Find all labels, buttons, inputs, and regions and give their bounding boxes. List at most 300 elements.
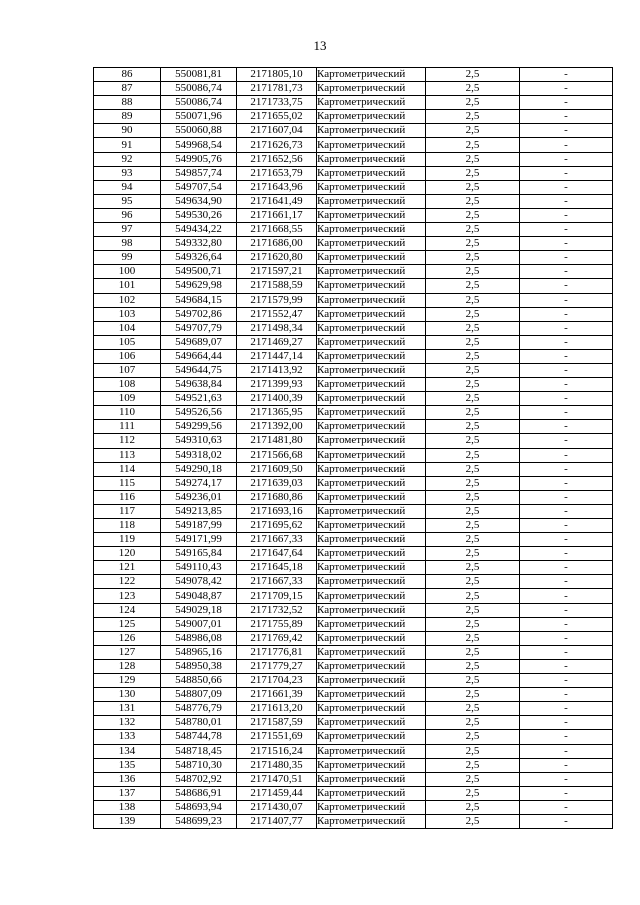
table-row bbox=[94, 814, 613, 828]
point-number-cell: 114 bbox=[94, 462, 161, 476]
note-cell: - bbox=[520, 434, 613, 448]
x-coordinate-cell: 549048,87 bbox=[161, 589, 237, 603]
x-coordinate-cell: 549332,80 bbox=[161, 237, 237, 251]
note-cell: - bbox=[520, 321, 613, 335]
x-coordinate-cell: 549689,07 bbox=[161, 335, 237, 349]
y-coordinate-cell: 2171597,21 bbox=[237, 265, 317, 279]
table-row bbox=[94, 152, 613, 166]
y-coordinate-cell: 2171365,95 bbox=[237, 406, 317, 420]
y-coordinate-cell: 2171609,50 bbox=[237, 462, 317, 476]
note-cell: - bbox=[520, 476, 613, 490]
method-cell: Картометрический bbox=[317, 208, 426, 222]
x-coordinate-cell: 548744,78 bbox=[161, 730, 237, 744]
table-row bbox=[94, 758, 613, 772]
accuracy-cell: 2,5 bbox=[426, 533, 520, 547]
table-row bbox=[94, 772, 613, 786]
table-row bbox=[94, 786, 613, 800]
method-cell: Картометрический bbox=[317, 772, 426, 786]
note-cell: - bbox=[520, 124, 613, 138]
y-coordinate-cell: 2171805,10 bbox=[237, 68, 317, 82]
accuracy-cell: 2,5 bbox=[426, 237, 520, 251]
table-row bbox=[94, 448, 613, 462]
note-cell: - bbox=[520, 589, 613, 603]
x-coordinate-cell: 548686,91 bbox=[161, 786, 237, 800]
accuracy-cell: 2,5 bbox=[426, 659, 520, 673]
point-number-cell: 89 bbox=[94, 110, 161, 124]
point-number-cell: 117 bbox=[94, 504, 161, 518]
y-coordinate-cell: 2171626,73 bbox=[237, 138, 317, 152]
point-number-cell: 100 bbox=[94, 265, 161, 279]
note-cell: - bbox=[520, 392, 613, 406]
y-coordinate-cell: 2171769,42 bbox=[237, 631, 317, 645]
note-cell: - bbox=[520, 674, 613, 688]
note-cell: - bbox=[520, 702, 613, 716]
method-cell: Картометрический bbox=[317, 392, 426, 406]
point-number-cell: 124 bbox=[94, 603, 161, 617]
table-row bbox=[94, 533, 613, 547]
accuracy-cell: 2,5 bbox=[426, 307, 520, 321]
method-cell: Картометрический bbox=[317, 659, 426, 673]
point-number-cell: 125 bbox=[94, 617, 161, 631]
table-row bbox=[94, 490, 613, 504]
accuracy-cell: 2,5 bbox=[426, 631, 520, 645]
y-coordinate-cell: 2171481,80 bbox=[237, 434, 317, 448]
note-cell: - bbox=[520, 786, 613, 800]
x-coordinate-cell: 548693,94 bbox=[161, 800, 237, 814]
x-coordinate-cell: 548718,45 bbox=[161, 744, 237, 758]
point-number-cell: 126 bbox=[94, 631, 161, 645]
y-coordinate-cell: 2171655,02 bbox=[237, 110, 317, 124]
note-cell: - bbox=[520, 363, 613, 377]
note-cell: - bbox=[520, 730, 613, 744]
x-coordinate-cell: 548965,16 bbox=[161, 645, 237, 659]
method-cell: Картометрический bbox=[317, 631, 426, 645]
y-coordinate-cell: 2171639,03 bbox=[237, 476, 317, 490]
accuracy-cell: 2,5 bbox=[426, 688, 520, 702]
method-cell: Картометрический bbox=[317, 716, 426, 730]
y-coordinate-cell: 2171643,96 bbox=[237, 180, 317, 194]
y-coordinate-cell: 2171480,35 bbox=[237, 758, 317, 772]
y-coordinate-cell: 2171470,51 bbox=[237, 772, 317, 786]
table-row bbox=[94, 96, 613, 110]
point-number-cell: 133 bbox=[94, 730, 161, 744]
accuracy-cell: 2,5 bbox=[426, 716, 520, 730]
x-coordinate-cell: 549521,63 bbox=[161, 392, 237, 406]
y-coordinate-cell: 2171709,15 bbox=[237, 589, 317, 603]
accuracy-cell: 2,5 bbox=[426, 575, 520, 589]
point-number-cell: 134 bbox=[94, 744, 161, 758]
method-cell: Картометрический bbox=[317, 786, 426, 800]
point-number-cell: 135 bbox=[94, 758, 161, 772]
note-cell: - bbox=[520, 68, 613, 82]
method-cell: Картометрический bbox=[317, 96, 426, 110]
y-coordinate-cell: 2171641,49 bbox=[237, 194, 317, 208]
accuracy-cell: 2,5 bbox=[426, 349, 520, 363]
method-cell: Картометрический bbox=[317, 490, 426, 504]
table-row bbox=[94, 589, 613, 603]
y-coordinate-cell: 2171400,39 bbox=[237, 392, 317, 406]
method-cell: Картометрический bbox=[317, 758, 426, 772]
accuracy-cell: 2,5 bbox=[426, 462, 520, 476]
x-coordinate-cell: 549187,99 bbox=[161, 519, 237, 533]
note-cell: - bbox=[520, 744, 613, 758]
y-coordinate-cell: 2171732,52 bbox=[237, 603, 317, 617]
point-number-cell: 127 bbox=[94, 645, 161, 659]
x-coordinate-cell: 549110,43 bbox=[161, 561, 237, 575]
note-cell: - bbox=[520, 110, 613, 124]
table-row bbox=[94, 744, 613, 758]
method-cell: Картометрический bbox=[317, 265, 426, 279]
method-cell: Картометрический bbox=[317, 279, 426, 293]
method-cell: Картометрический bbox=[317, 462, 426, 476]
y-coordinate-cell: 2171645,18 bbox=[237, 561, 317, 575]
x-coordinate-cell: 549310,63 bbox=[161, 434, 237, 448]
page-number: 13 bbox=[313, 38, 327, 53]
y-coordinate-cell: 2171668,55 bbox=[237, 223, 317, 237]
note-cell: - bbox=[520, 96, 613, 110]
accuracy-cell: 2,5 bbox=[426, 194, 520, 208]
x-coordinate-cell: 549236,01 bbox=[161, 490, 237, 504]
method-cell: Картометрический bbox=[317, 547, 426, 561]
table-row bbox=[94, 82, 613, 96]
point-number-cell: 131 bbox=[94, 702, 161, 716]
method-cell: Картометрический bbox=[317, 533, 426, 547]
note-cell: - bbox=[520, 307, 613, 321]
table-row bbox=[94, 476, 613, 490]
note-cell: - bbox=[520, 547, 613, 561]
method-cell: Картометрический bbox=[317, 603, 426, 617]
y-coordinate-cell: 2171392,00 bbox=[237, 420, 317, 434]
table-row bbox=[94, 208, 613, 222]
point-number-cell: 99 bbox=[94, 251, 161, 265]
accuracy-cell: 2,5 bbox=[426, 617, 520, 631]
point-number-cell: 115 bbox=[94, 476, 161, 490]
x-coordinate-cell: 549644,75 bbox=[161, 363, 237, 377]
note-cell: - bbox=[520, 166, 613, 180]
accuracy-cell: 2,5 bbox=[426, 208, 520, 222]
point-number-cell: 98 bbox=[94, 237, 161, 251]
method-cell: Картометрический bbox=[317, 335, 426, 349]
accuracy-cell: 2,5 bbox=[426, 744, 520, 758]
table-row bbox=[94, 378, 613, 392]
method-cell: Картометрический bbox=[317, 814, 426, 828]
method-cell: Картометрический bbox=[317, 68, 426, 82]
y-coordinate-cell: 2171695,62 bbox=[237, 519, 317, 533]
table-row bbox=[94, 363, 613, 377]
point-number-cell: 113 bbox=[94, 448, 161, 462]
method-cell: Картометрический bbox=[317, 744, 426, 758]
point-number-cell: 87 bbox=[94, 82, 161, 96]
point-number-cell: 138 bbox=[94, 800, 161, 814]
x-coordinate-cell: 549707,79 bbox=[161, 321, 237, 335]
method-cell: Картометрический bbox=[317, 674, 426, 688]
note-cell: - bbox=[520, 631, 613, 645]
accuracy-cell: 2,5 bbox=[426, 603, 520, 617]
table-row bbox=[94, 688, 613, 702]
accuracy-cell: 2,5 bbox=[426, 265, 520, 279]
x-coordinate-cell: 550081,81 bbox=[161, 68, 237, 82]
note-cell: - bbox=[520, 800, 613, 814]
x-coordinate-cell: 549857,74 bbox=[161, 166, 237, 180]
accuracy-cell: 2,5 bbox=[426, 547, 520, 561]
accuracy-cell: 2,5 bbox=[426, 814, 520, 828]
table-row bbox=[94, 645, 613, 659]
method-cell: Картометрический bbox=[317, 645, 426, 659]
x-coordinate-cell: 549274,17 bbox=[161, 476, 237, 490]
x-coordinate-cell: 549629,98 bbox=[161, 279, 237, 293]
accuracy-cell: 2,5 bbox=[426, 96, 520, 110]
note-cell: - bbox=[520, 448, 613, 462]
table-row bbox=[94, 547, 613, 561]
method-cell: Картометрический bbox=[317, 349, 426, 363]
note-cell: - bbox=[520, 349, 613, 363]
accuracy-cell: 2,5 bbox=[426, 392, 520, 406]
note-cell: - bbox=[520, 152, 613, 166]
point-number-cell: 137 bbox=[94, 786, 161, 800]
y-coordinate-cell: 2171661,17 bbox=[237, 208, 317, 222]
x-coordinate-cell: 549171,99 bbox=[161, 533, 237, 547]
note-cell: - bbox=[520, 688, 613, 702]
note-cell: - bbox=[520, 279, 613, 293]
accuracy-cell: 2,5 bbox=[426, 293, 520, 307]
point-number-cell: 111 bbox=[94, 420, 161, 434]
y-coordinate-cell: 2171733,75 bbox=[237, 96, 317, 110]
note-cell: - bbox=[520, 194, 613, 208]
x-coordinate-cell: 550071,96 bbox=[161, 110, 237, 124]
point-number-cell: 129 bbox=[94, 674, 161, 688]
x-coordinate-cell: 549007,01 bbox=[161, 617, 237, 631]
table-row bbox=[94, 335, 613, 349]
note-cell: - bbox=[520, 772, 613, 786]
accuracy-cell: 2,5 bbox=[426, 758, 520, 772]
y-coordinate-cell: 2171447,14 bbox=[237, 349, 317, 363]
accuracy-cell: 2,5 bbox=[426, 279, 520, 293]
method-cell: Картометрический bbox=[317, 420, 426, 434]
accuracy-cell: 2,5 bbox=[426, 730, 520, 744]
accuracy-cell: 2,5 bbox=[426, 124, 520, 138]
x-coordinate-cell: 549664,44 bbox=[161, 349, 237, 363]
accuracy-cell: 2,5 bbox=[426, 772, 520, 786]
x-coordinate-cell: 549638,84 bbox=[161, 378, 237, 392]
y-coordinate-cell: 2171667,33 bbox=[237, 575, 317, 589]
point-number-cell: 132 bbox=[94, 716, 161, 730]
x-coordinate-cell: 548950,38 bbox=[161, 659, 237, 673]
x-coordinate-cell: 549290,18 bbox=[161, 462, 237, 476]
x-coordinate-cell: 549702,86 bbox=[161, 307, 237, 321]
note-cell: - bbox=[520, 519, 613, 533]
note-cell: - bbox=[520, 603, 613, 617]
accuracy-cell: 2,5 bbox=[426, 138, 520, 152]
point-number-cell: 116 bbox=[94, 490, 161, 504]
table-row bbox=[94, 617, 613, 631]
point-number-cell: 97 bbox=[94, 223, 161, 237]
y-coordinate-cell: 2171552,47 bbox=[237, 307, 317, 321]
method-cell: Картометрический bbox=[317, 251, 426, 265]
note-cell: - bbox=[520, 504, 613, 518]
y-coordinate-cell: 2171407,77 bbox=[237, 814, 317, 828]
note-cell: - bbox=[520, 378, 613, 392]
note-cell: - bbox=[520, 251, 613, 265]
x-coordinate-cell: 548986,08 bbox=[161, 631, 237, 645]
y-coordinate-cell: 2171459,44 bbox=[237, 786, 317, 800]
accuracy-cell: 2,5 bbox=[426, 589, 520, 603]
method-cell: Картометрический bbox=[317, 307, 426, 321]
x-coordinate-cell: 549968,54 bbox=[161, 138, 237, 152]
y-coordinate-cell: 2171516,24 bbox=[237, 744, 317, 758]
accuracy-cell: 2,5 bbox=[426, 434, 520, 448]
y-coordinate-cell: 2171498,34 bbox=[237, 321, 317, 335]
y-coordinate-cell: 2171469,27 bbox=[237, 335, 317, 349]
y-coordinate-cell: 2171587,59 bbox=[237, 716, 317, 730]
table-row bbox=[94, 307, 613, 321]
y-coordinate-cell: 2171430,07 bbox=[237, 800, 317, 814]
accuracy-cell: 2,5 bbox=[426, 110, 520, 124]
point-number-cell: 130 bbox=[94, 688, 161, 702]
table-row bbox=[94, 138, 613, 152]
accuracy-cell: 2,5 bbox=[426, 321, 520, 335]
y-coordinate-cell: 2171661,39 bbox=[237, 688, 317, 702]
accuracy-cell: 2,5 bbox=[426, 68, 520, 82]
note-cell: - bbox=[520, 406, 613, 420]
accuracy-cell: 2,5 bbox=[426, 180, 520, 194]
method-cell: Картометрический bbox=[317, 575, 426, 589]
point-number-cell: 92 bbox=[94, 152, 161, 166]
x-coordinate-cell: 548850,66 bbox=[161, 674, 237, 688]
x-coordinate-cell: 549078,42 bbox=[161, 575, 237, 589]
y-coordinate-cell: 2171680,86 bbox=[237, 490, 317, 504]
accuracy-cell: 2,5 bbox=[426, 363, 520, 377]
table-row bbox=[94, 434, 613, 448]
method-cell: Картометрический bbox=[317, 702, 426, 716]
coordinates-table-body bbox=[94, 68, 613, 829]
point-number-cell: 119 bbox=[94, 533, 161, 547]
method-cell: Картометрический bbox=[317, 378, 426, 392]
point-number-cell: 101 bbox=[94, 279, 161, 293]
table-row bbox=[94, 279, 613, 293]
accuracy-cell: 2,5 bbox=[426, 800, 520, 814]
y-coordinate-cell: 2171667,33 bbox=[237, 533, 317, 547]
method-cell: Картометрический bbox=[317, 476, 426, 490]
x-coordinate-cell: 549707,54 bbox=[161, 180, 237, 194]
x-coordinate-cell: 548780,01 bbox=[161, 716, 237, 730]
table-row bbox=[94, 180, 613, 194]
point-number-cell: 107 bbox=[94, 363, 161, 377]
accuracy-cell: 2,5 bbox=[426, 166, 520, 180]
method-cell: Картометрический bbox=[317, 180, 426, 194]
y-coordinate-cell: 2171551,69 bbox=[237, 730, 317, 744]
accuracy-cell: 2,5 bbox=[426, 561, 520, 575]
x-coordinate-cell: 549029,18 bbox=[161, 603, 237, 617]
note-cell: - bbox=[520, 462, 613, 476]
accuracy-cell: 2,5 bbox=[426, 504, 520, 518]
accuracy-cell: 2,5 bbox=[426, 406, 520, 420]
method-cell: Картометрический bbox=[317, 617, 426, 631]
x-coordinate-cell: 549500,71 bbox=[161, 265, 237, 279]
point-number-cell: 96 bbox=[94, 208, 161, 222]
point-number-cell: 128 bbox=[94, 659, 161, 673]
table-row bbox=[94, 251, 613, 265]
table-row bbox=[94, 124, 613, 138]
table-row bbox=[94, 166, 613, 180]
note-cell: - bbox=[520, 335, 613, 349]
point-number-cell: 94 bbox=[94, 180, 161, 194]
point-number-cell: 105 bbox=[94, 335, 161, 349]
point-number-cell: 122 bbox=[94, 575, 161, 589]
x-coordinate-cell: 548807,09 bbox=[161, 688, 237, 702]
point-number-cell: 139 bbox=[94, 814, 161, 828]
y-coordinate-cell: 2171653,79 bbox=[237, 166, 317, 180]
accuracy-cell: 2,5 bbox=[426, 420, 520, 434]
accuracy-cell: 2,5 bbox=[426, 223, 520, 237]
y-coordinate-cell: 2171566,68 bbox=[237, 448, 317, 462]
x-coordinate-cell: 548776,79 bbox=[161, 702, 237, 716]
accuracy-cell: 2,5 bbox=[426, 448, 520, 462]
table-row bbox=[94, 293, 613, 307]
x-coordinate-cell: 550060,88 bbox=[161, 124, 237, 138]
point-number-cell: 106 bbox=[94, 349, 161, 363]
note-cell: - bbox=[520, 575, 613, 589]
method-cell: Картометрический bbox=[317, 82, 426, 96]
table-row bbox=[94, 702, 613, 716]
method-cell: Картометрический bbox=[317, 448, 426, 462]
table-row bbox=[94, 716, 613, 730]
table-row bbox=[94, 603, 613, 617]
note-cell: - bbox=[520, 293, 613, 307]
point-number-cell: 118 bbox=[94, 519, 161, 533]
x-coordinate-cell: 549526,56 bbox=[161, 406, 237, 420]
accuracy-cell: 2,5 bbox=[426, 378, 520, 392]
x-coordinate-cell: 549434,22 bbox=[161, 223, 237, 237]
note-cell: - bbox=[520, 237, 613, 251]
point-number-cell: 88 bbox=[94, 96, 161, 110]
point-number-cell: 112 bbox=[94, 434, 161, 448]
note-cell: - bbox=[520, 659, 613, 673]
table-row bbox=[94, 730, 613, 744]
accuracy-cell: 2,5 bbox=[426, 645, 520, 659]
table-row bbox=[94, 519, 613, 533]
x-coordinate-cell: 548699,23 bbox=[161, 814, 237, 828]
y-coordinate-cell: 2171686,00 bbox=[237, 237, 317, 251]
x-coordinate-cell: 549326,64 bbox=[161, 251, 237, 265]
point-number-cell: 86 bbox=[94, 68, 161, 82]
point-number-cell: 104 bbox=[94, 321, 161, 335]
table-row bbox=[94, 392, 613, 406]
accuracy-cell: 2,5 bbox=[426, 702, 520, 716]
note-cell: - bbox=[520, 533, 613, 547]
table-row bbox=[94, 194, 613, 208]
method-cell: Картометрический bbox=[317, 152, 426, 166]
point-number-cell: 90 bbox=[94, 124, 161, 138]
method-cell: Картометрический bbox=[317, 406, 426, 420]
coordinates-table bbox=[93, 67, 613, 829]
note-cell: - bbox=[520, 814, 613, 828]
table-row bbox=[94, 223, 613, 237]
accuracy-cell: 2,5 bbox=[426, 786, 520, 800]
method-cell: Картометрический bbox=[317, 688, 426, 702]
method-cell: Картометрический bbox=[317, 321, 426, 335]
method-cell: Картометрический bbox=[317, 800, 426, 814]
method-cell: Картометрический bbox=[317, 293, 426, 307]
method-cell: Картометрический bbox=[317, 363, 426, 377]
method-cell: Картометрический bbox=[317, 223, 426, 237]
note-cell: - bbox=[520, 138, 613, 152]
y-coordinate-cell: 2171588,59 bbox=[237, 279, 317, 293]
y-coordinate-cell: 2171755,89 bbox=[237, 617, 317, 631]
method-cell: Картометрический bbox=[317, 504, 426, 518]
method-cell: Картометрический bbox=[317, 237, 426, 251]
y-coordinate-cell: 2171693,16 bbox=[237, 504, 317, 518]
note-cell: - bbox=[520, 490, 613, 504]
